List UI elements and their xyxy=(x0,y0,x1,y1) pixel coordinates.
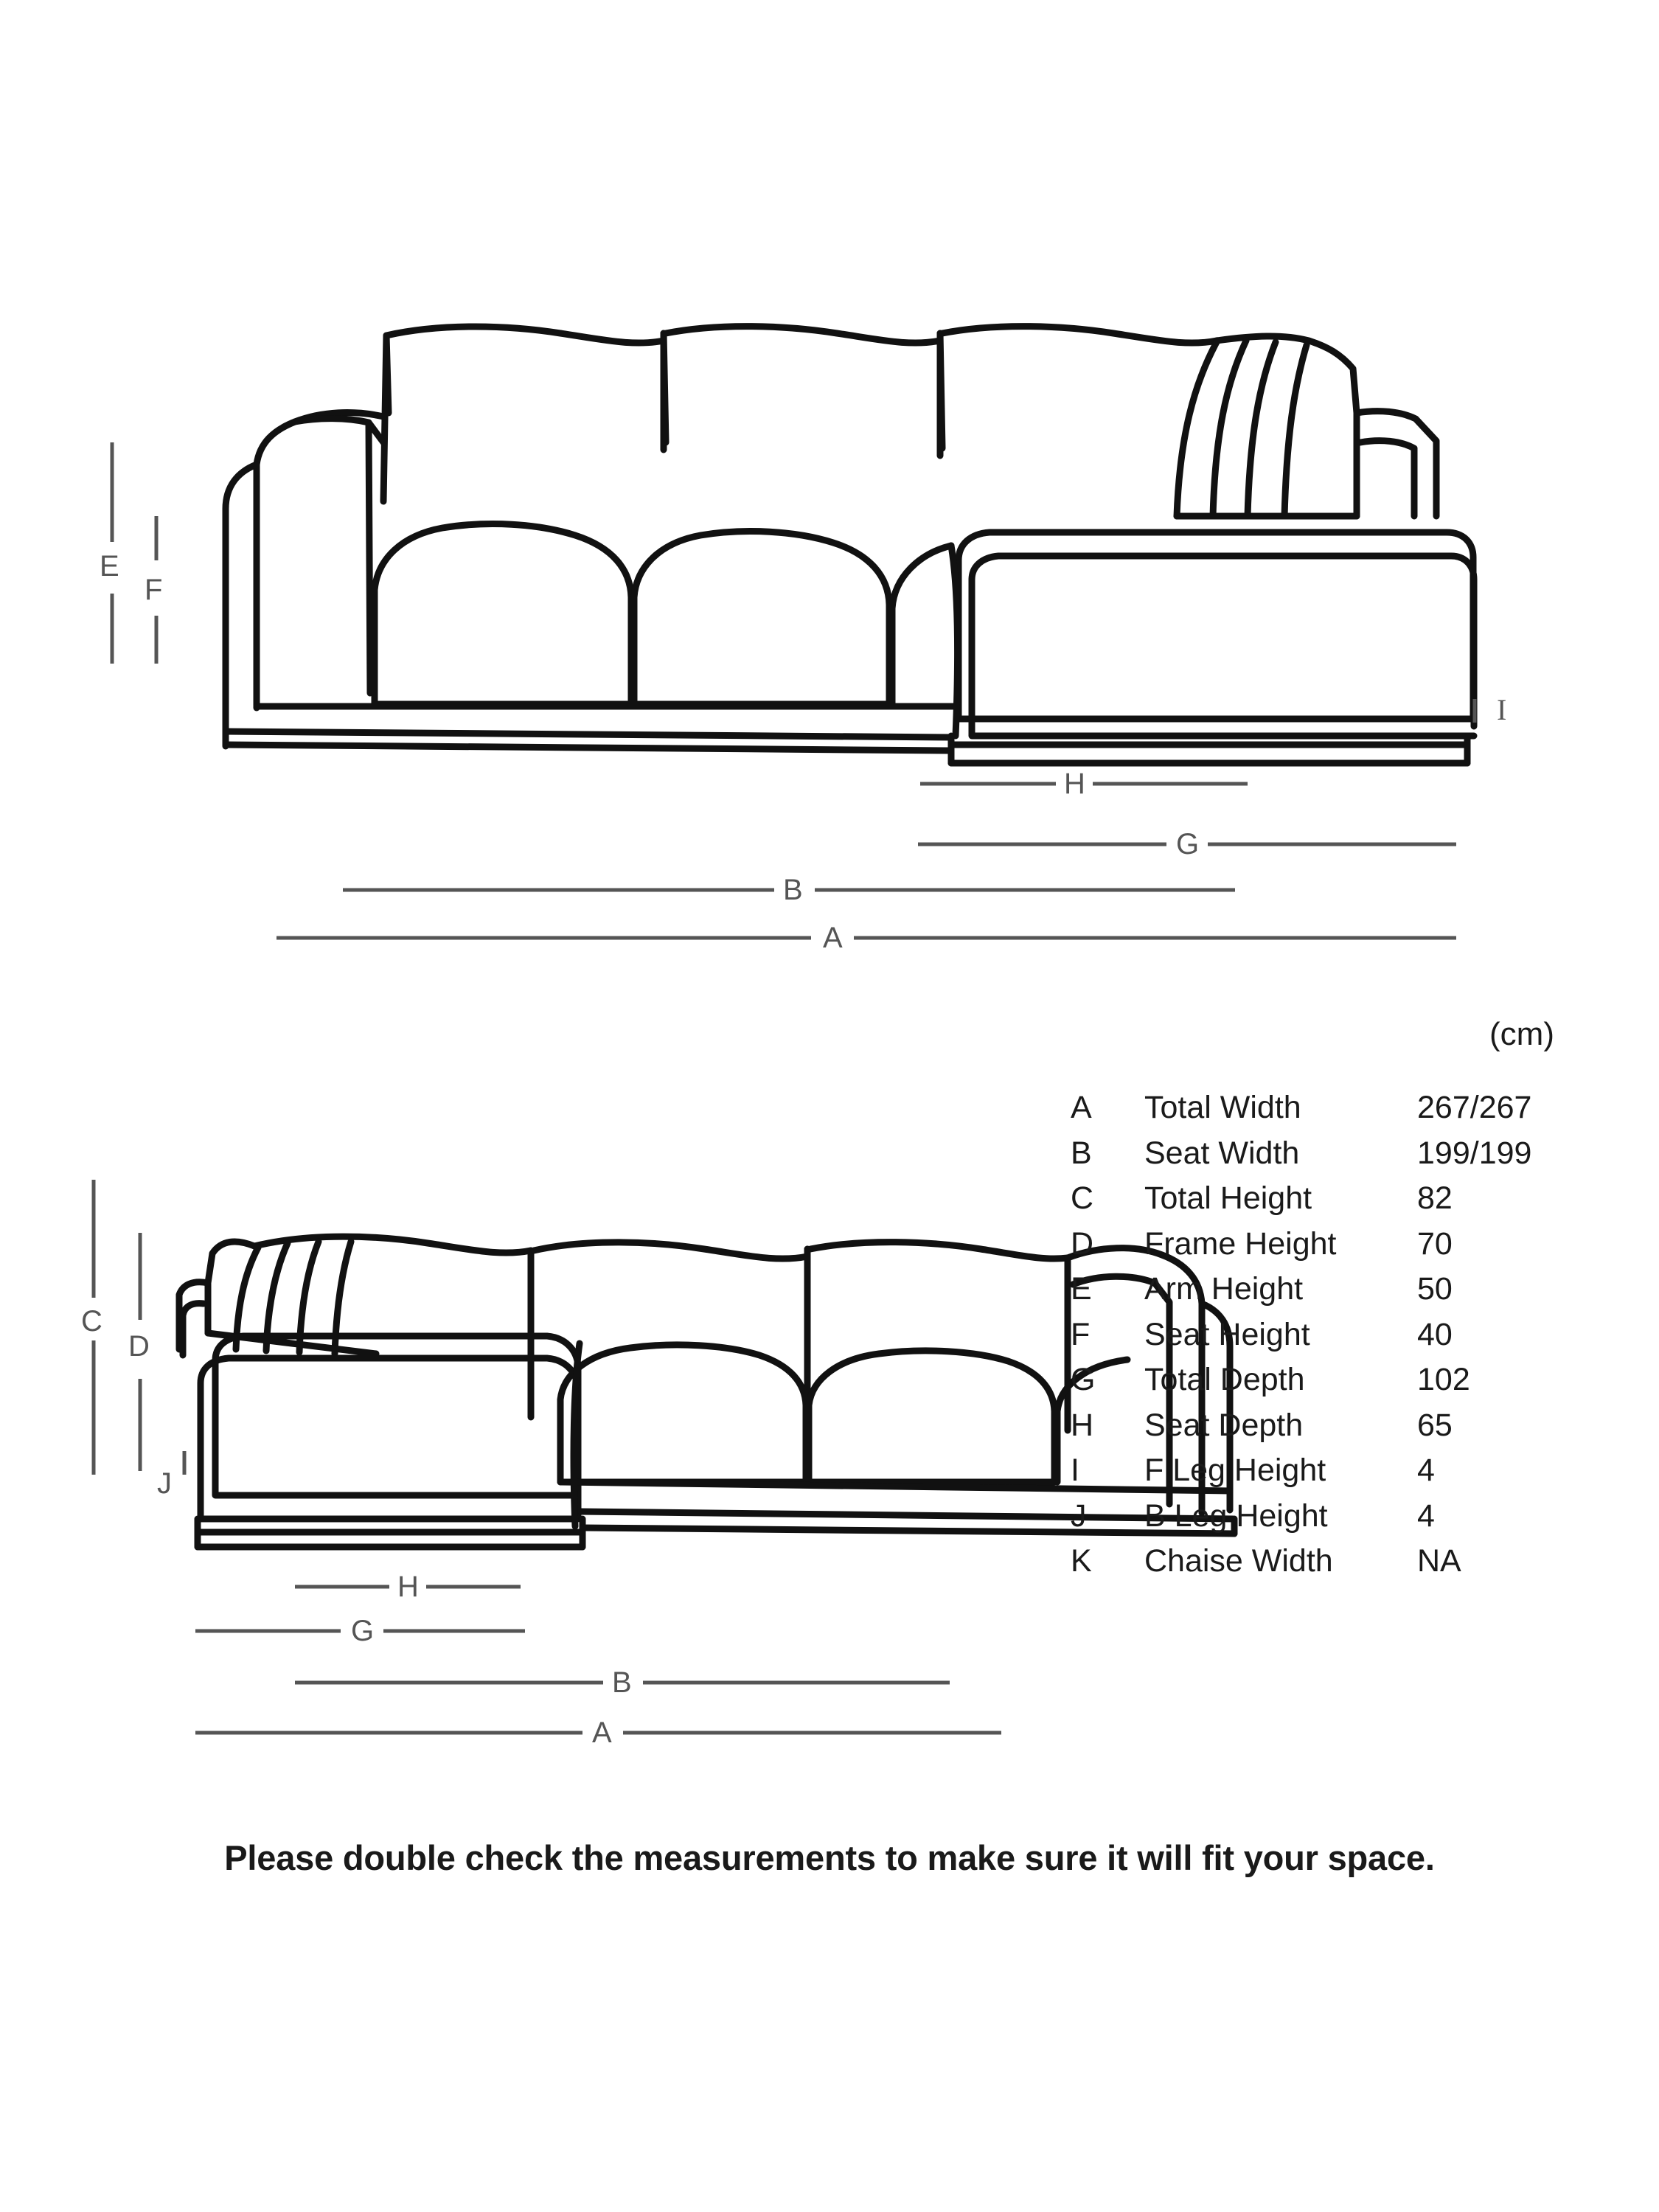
left-arm-left-edge xyxy=(226,465,257,706)
spec-key: E xyxy=(1071,1271,1092,1307)
b-corner-seat-outer xyxy=(215,1336,578,1495)
spec-key: J xyxy=(1071,1498,1087,1534)
spec-value: NA xyxy=(1417,1543,1461,1579)
left-arm-inner-right xyxy=(369,422,370,693)
spec-label: Total Width xyxy=(1144,1090,1301,1125)
seat-cushion-3-edge xyxy=(892,546,951,704)
table-row xyxy=(1071,1180,1587,1226)
table-row xyxy=(1071,1453,1587,1498)
spec-key: H xyxy=(1071,1407,1094,1443)
measurement-table xyxy=(1071,1090,1587,1589)
spec-value: 82 xyxy=(1417,1180,1453,1216)
b-pleat-3 xyxy=(299,1242,319,1352)
table-row xyxy=(1071,1362,1587,1408)
table-row xyxy=(1071,1135,1587,1181)
dim-label-E: E xyxy=(100,550,120,582)
spec-key: B xyxy=(1071,1135,1092,1171)
dim-label-I-top: I xyxy=(1497,693,1507,726)
b-seat-cushion-1 xyxy=(560,1345,806,1482)
spec-label: Chaise Width xyxy=(1144,1543,1333,1579)
frame-base-line-2 xyxy=(226,745,950,751)
dim-label-G-top: G xyxy=(1176,828,1200,860)
back-cushion-2 xyxy=(666,327,940,456)
dim-label-J: J xyxy=(157,1467,173,1500)
spec-key: A xyxy=(1071,1090,1092,1125)
b-corner-small-arm-inner xyxy=(183,1304,204,1355)
spec-label: Arm Height xyxy=(1144,1271,1304,1307)
table-row xyxy=(1071,1408,1587,1453)
spec-value: 4 xyxy=(1417,1498,1435,1534)
b-pleat-bottom xyxy=(208,1333,376,1354)
table-row xyxy=(1071,1090,1587,1135)
left-arm-top-inner xyxy=(295,419,383,442)
dim-label-D: D xyxy=(128,1330,150,1363)
table-row xyxy=(1071,1271,1587,1317)
left-arm-outer xyxy=(257,413,383,656)
unit-header: (cm) xyxy=(1489,1016,1554,1052)
dim-label-G-bottom: G xyxy=(351,1615,375,1647)
dim-label-A-bottom: A xyxy=(592,1717,613,1749)
corner-seat-box-outer xyxy=(959,532,1473,719)
table-row xyxy=(1071,1543,1587,1589)
corner-right-arm-inner xyxy=(1360,441,1414,516)
pleat-crease-4 xyxy=(1284,345,1307,516)
dim-label-F: F xyxy=(145,574,163,606)
b-section-join xyxy=(574,1343,580,1526)
corner-seat-box-inner xyxy=(972,556,1474,726)
dim-label-H-top: H xyxy=(1064,768,1086,800)
spec-key: I xyxy=(1071,1453,1079,1488)
seat-cushion-2 xyxy=(634,532,889,704)
table-row xyxy=(1071,1317,1587,1363)
back-cushion-2-right xyxy=(940,333,942,448)
b-corner-seat-inner xyxy=(201,1358,578,1519)
spec-label: Seat Width xyxy=(1144,1135,1300,1171)
dim-label-H-bottom: H xyxy=(397,1571,420,1603)
spec-key: D xyxy=(1071,1225,1094,1262)
back-cushion-1 xyxy=(386,327,664,450)
corner-seat-inner-bottom xyxy=(972,580,1474,736)
b-pleat-4 xyxy=(335,1242,351,1354)
corner-back-outline xyxy=(1217,336,1357,516)
b-corner-back-outline xyxy=(208,1242,254,1333)
dim-label-A-top: A xyxy=(823,922,844,954)
spec-key: C xyxy=(1071,1180,1094,1216)
b-corner-back-top xyxy=(254,1237,531,1253)
spec-label: Total Height xyxy=(1144,1180,1312,1216)
spec-value: 70 xyxy=(1417,1225,1453,1262)
spec-value: 267/267 xyxy=(1417,1090,1532,1125)
spec-key: G xyxy=(1071,1362,1096,1397)
spec-key: F xyxy=(1071,1316,1091,1352)
b-back-cushion-2b xyxy=(810,1242,1068,1259)
spec-label: Total Depth xyxy=(1144,1362,1305,1397)
frame-base-line-1 xyxy=(226,731,951,737)
spec-label: Seat Height xyxy=(1144,1316,1310,1352)
section-join-line xyxy=(951,546,957,736)
spec-value: 50 xyxy=(1417,1271,1453,1307)
back-cushion-1-right xyxy=(664,333,666,442)
dim-label-B-bottom: B xyxy=(612,1666,633,1699)
pleat-crease-3 xyxy=(1248,342,1276,516)
spec-key: K xyxy=(1071,1543,1092,1579)
dim-label-B-top: B xyxy=(783,874,804,906)
b-corner-small-arm xyxy=(179,1282,208,1349)
dim-label-C: C xyxy=(81,1305,103,1338)
pleat-crease-1 xyxy=(1177,342,1217,516)
table-row xyxy=(1071,1498,1587,1544)
spec-label: F Leg Height xyxy=(1144,1453,1326,1488)
spec-label: Seat Depth xyxy=(1144,1407,1304,1443)
spec-value: 102 xyxy=(1417,1362,1470,1397)
b-seat-cushion-2 xyxy=(809,1351,1054,1482)
seat-cushion-1 xyxy=(375,524,631,704)
footer-disclaimer: Please double check the measurements to make sure it will fit your space. xyxy=(224,1838,1435,1877)
b-pleat-2 xyxy=(266,1243,288,1351)
table-row xyxy=(1071,1226,1587,1272)
pleat-crease-2 xyxy=(1213,341,1246,516)
spec-value: 65 xyxy=(1417,1407,1453,1443)
b-back-cushion-1b xyxy=(534,1242,807,1259)
back-cushion-3 xyxy=(942,327,1217,344)
spec-value: 199/199 xyxy=(1417,1135,1532,1171)
spec-value: 4 xyxy=(1417,1453,1435,1488)
spec-value: 40 xyxy=(1417,1316,1453,1352)
spec-label: Frame Height xyxy=(1144,1225,1337,1262)
corner-right-arm-top xyxy=(1357,411,1436,516)
spec-label: B Leg Height xyxy=(1144,1498,1328,1534)
back-panel-left-edge xyxy=(383,335,386,501)
b-pleat-1 xyxy=(236,1248,258,1349)
